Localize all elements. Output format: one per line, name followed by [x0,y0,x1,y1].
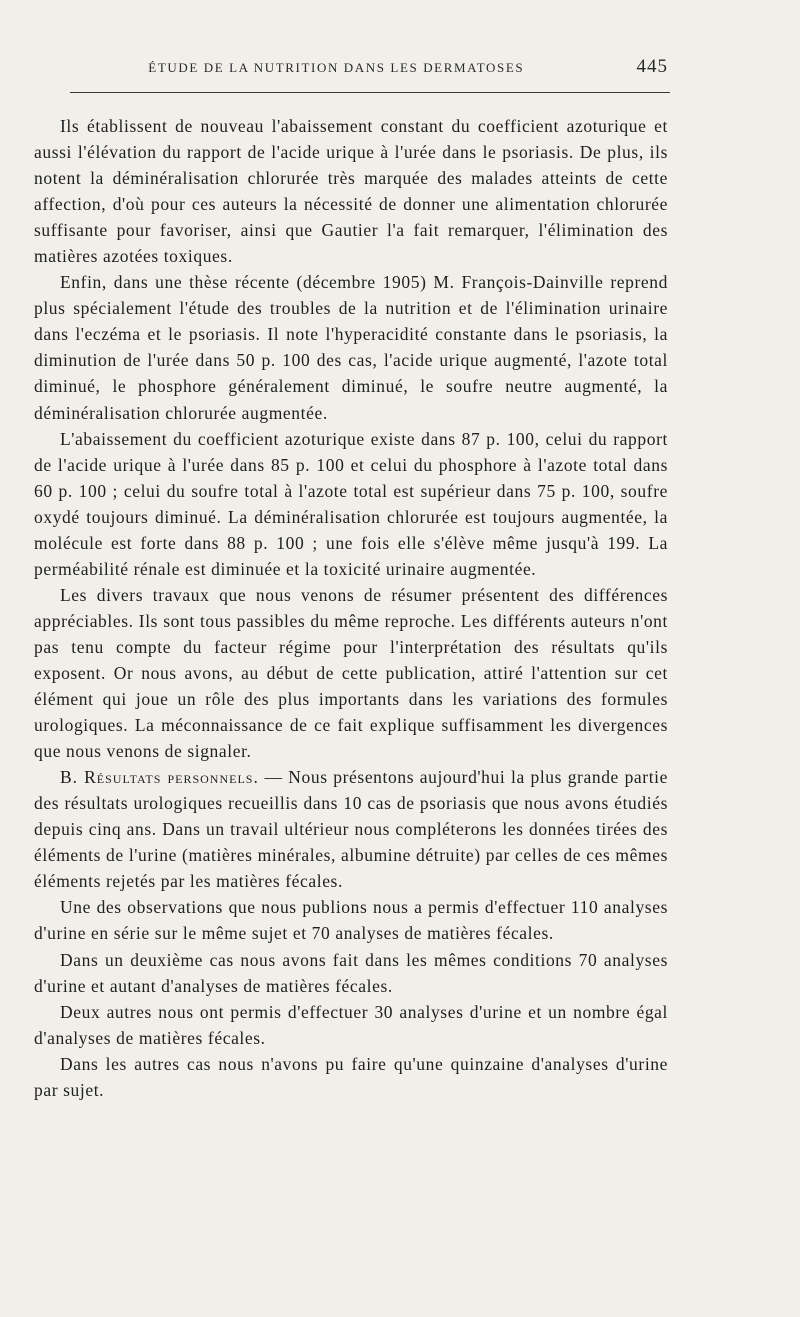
body-text [34,113,668,1103]
page-number: 445 [636,56,668,77]
page-header [36,56,668,78]
paragraph [34,764,668,894]
running-head: ÉTUDE DE LA NUTRITION DANS LES DERMATOSES [148,60,525,75]
paragraph: Dans les autres cas nous n'avons pu faire qu'une quinzaine d'analyses d'urine par sujet. [34,1053,668,1100]
paragraph: Dans un deuxième cas nous avons fait dans les mêmes conditions 70 analyses d'urine et autant d'analyses de matières fécales. [34,949,668,996]
paragraph: L'abaissement du coefficient azoturique existe dans 87 p. 100, celui du rapport de l'acide urique à l'urée dans 85 p. 100 et celui du phosphore à l'azote total dans 60 p. 100 ; celui du soufre total à l'azote total est supérieur dans 75 p. 100, soufre oxydé toujours diminué. La déminéralisation chlorurée est toujours augmentée, la molécule est forte dans 88 p. 100 ; une fois elle s'élève même jusqu'à 199. La perméabilité rénale est diminuée et la toxicité urinaire augmentée. [34,428,668,579]
header-rule [70,92,670,93]
paragraph: Ils établissent de nouveau l'abaissement constant du coefficient azoturique et aussi l'élévation du rapport de l'acide urique à l'urée dans le psoriasis. De plus, ils notent la déminéralisation chlorurée très marquée des malades atteints de cette affection, d'où pour ces auteurs la nécessité de donner une alimentation chlorurée suffisante pour favoriser, ainsi que Gautier l'a fait remarquer, l'élimination des matières azotées toxiques. [34,116,668,267]
paragraph: Une des observations que nous publions nous a permis d'effectuer 110 analyses d'urine en série sur le même sujet et 70 analyses de matières fécales. [34,897,668,944]
paragraph-text: — Nous présentons aujourd'hui la plus grande partie des résultats urologiques recueillis dans 10 cas de psoriasis que nous avons étudiés depuis cinq ans. Dans un travail ultérieur nous compléterons les données tirées des éléments de l'urine (matières minérales, albumine détruite) par celles de ces mêmes éléments rejetés par les matières fécales. [34,767,669,892]
section-label: B. Résultats personnels. [60,767,259,788]
paragraph: Deux autres nous ont permis d'effectuer 30 analyses d'urine et un nombre égal d'analyses de matières fécales. [34,1001,668,1048]
paragraph: Enfin, dans une thèse récente (décembre 1905) M. François-Dainville reprend plus spécialement l'étude des troubles de la nutrition et de l'élimination urinaire dans l'eczéma et le psoriasis. Il note l'hyperacidité constante dans le psoriasis, la diminution de l'urée dans 50 p. 100 des cas, l'acide urique augmenté, l'azote total diminué, le phosphore généralement diminué, le soufre neutre augmenté, la déminéralisation chlorurée augmentée. [34,272,668,423]
paragraph: Les divers travaux que nous venons de résumer présentent des différences appréciables. Ils sont tous passibles du même reproche. Les différents auteurs n'ont pas tenu compte du facteur régime pour l'interprétation des résultats qu'ils exposent. Or nous avons, au début de cette publication, attiré l'attention sur cet élément qui joue un rôle des plus importants dans les variations des formules urologiques. La méconnaissance de ce fait explique suffisamment les divergences que nous venons de signaler. [34,584,668,762]
